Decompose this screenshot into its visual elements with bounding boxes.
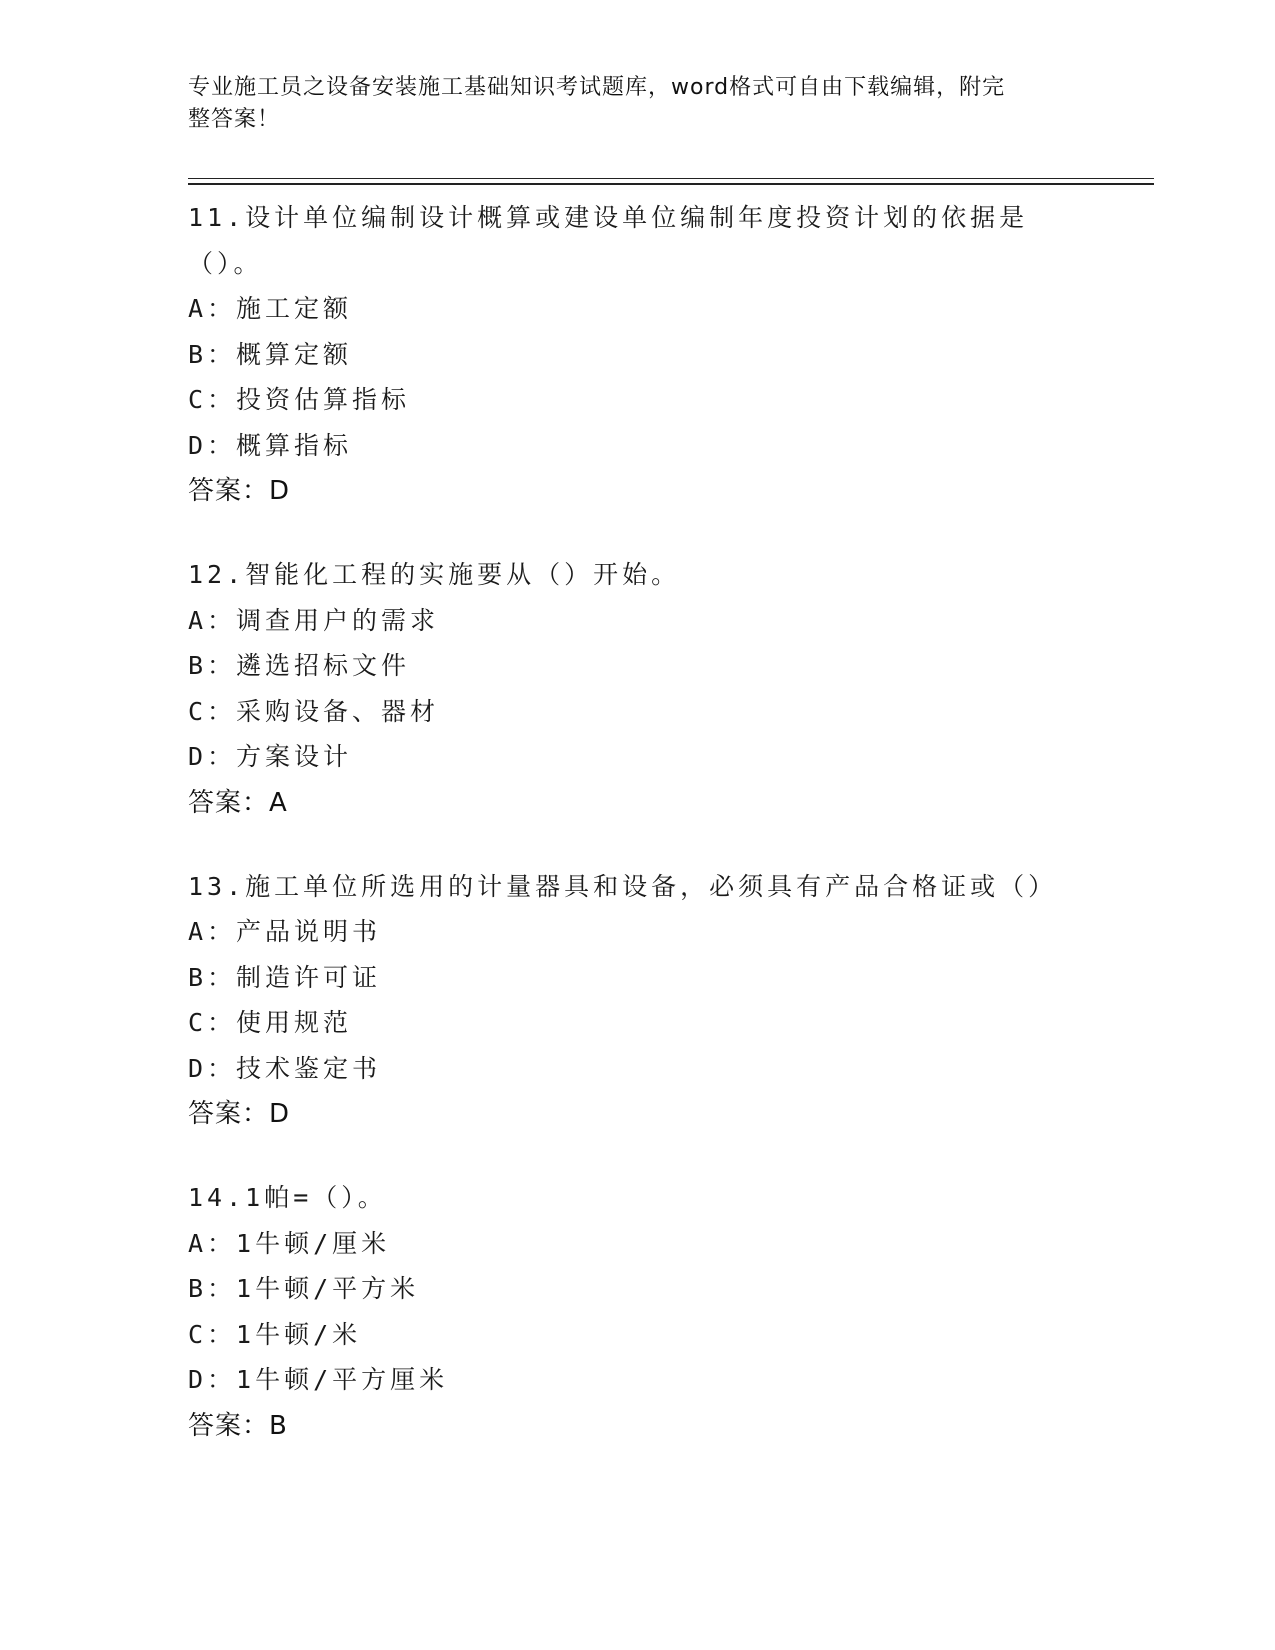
option-c: C：1牛顿/米 xyxy=(188,1319,362,1349)
question-stem: 13.施工单位所选用的计量器具和设备，必须具有产品合格证或（） xyxy=(188,871,1058,901)
answer-line: 答案：D xyxy=(188,1099,291,1129)
option-c: C：采购设备、器材 xyxy=(188,696,440,726)
option-a: A：调查用户的需求 xyxy=(188,605,440,635)
question-stem: 12.智能化工程的实施要从（）开始。 xyxy=(188,560,681,589)
question-13 xyxy=(188,864,1068,1138)
answer-line: 答案：B xyxy=(188,1410,288,1441)
option-a: A：1牛顿/厘米 xyxy=(188,1228,391,1258)
option-d: D：1牛顿/平方厘米 xyxy=(188,1365,449,1394)
option-d: D：概算指标 xyxy=(188,430,353,460)
option-b: B：遴选招标文件 xyxy=(188,651,411,680)
question-11 xyxy=(188,195,1068,514)
question-stem: 11.设计单位编制设计概算或建设单位编制年度投资计划的依据是（）。 xyxy=(188,203,1029,278)
option-b: B：1牛顿/平方米 xyxy=(188,1274,420,1303)
header-divider-thin xyxy=(188,178,1154,179)
question-list xyxy=(188,195,1068,1487)
option-c: C：使用规范 xyxy=(188,1008,353,1037)
answer-line: 答案：A xyxy=(188,787,288,818)
answer-line: 答案：D xyxy=(188,476,291,506)
option-c: C：投资估算指标 xyxy=(188,385,411,414)
document-header xyxy=(188,72,1068,136)
header-line-1: 专业施工员之设备安装施工基础知识考试题库，word格式可自由下载编辑，附完 xyxy=(188,75,1006,100)
option-d: D：技术鉴定书 xyxy=(188,1053,382,1083)
question-stem: 14.1帕=（）。 xyxy=(188,1183,387,1212)
option-b: B：制造许可证 xyxy=(188,962,382,992)
question-14 xyxy=(188,1175,1068,1449)
question-12 xyxy=(188,552,1068,826)
option-d: D：方案设计 xyxy=(188,742,353,771)
option-a: A：施工定额 xyxy=(188,294,353,323)
option-a: A：产品说明书 xyxy=(188,917,382,946)
option-b: B：概算定额 xyxy=(188,339,353,369)
header-line-2: 整答案！ xyxy=(188,107,281,132)
header-divider-thick xyxy=(188,183,1154,185)
